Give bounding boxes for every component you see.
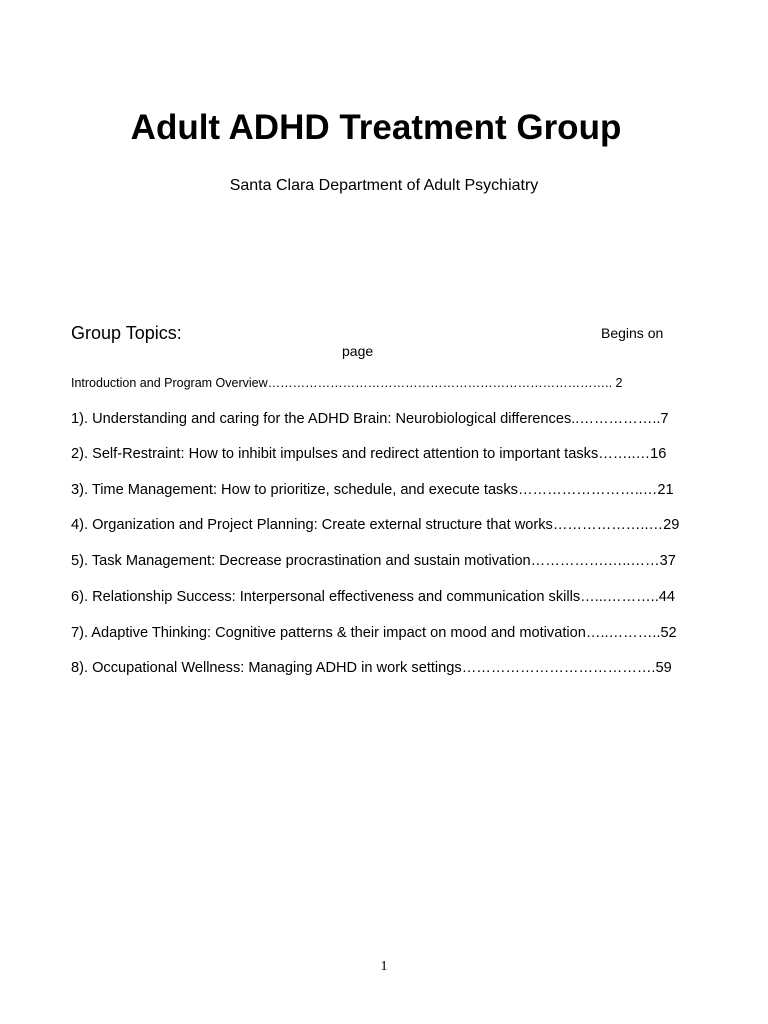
toc-entry-7: 7). Adaptive Thinking: Cognitive patterns & their impact on mood and motivation…..………..52: [71, 625, 677, 641]
toc-entry-2: 2). Self-Restraint: How to inhibit impulses and redirect attention to important tasks……..…16: [71, 446, 667, 462]
page-number: 1: [380, 959, 388, 974]
document-title: Adult ADHD Treatment Group: [130, 108, 622, 147]
page-label: page: [342, 343, 374, 359]
toc-entry-introduction: Introduction and Program Overview……………………………………………………………………….. 2: [71, 376, 623, 390]
document-subtitle: Santa Clara Department of Adult Psychiatry: [229, 177, 539, 194]
begins-on-label: Begins on: [601, 325, 664, 341]
toc-entry-6: 6). Relationship Success: Interpersonal effectiveness and communication skills…...………..44: [71, 589, 676, 605]
toc-entry-5: 5). Task Management: Decrease procrastination and sustain motivation…………….…..……37: [71, 553, 676, 569]
toc-entry-8: 8). Occupational Wellness: Managing ADHD in work settings………………………………….59: [71, 660, 672, 676]
topics-heading: Group Topics:: [71, 323, 182, 343]
toc-entry-1: 1). Understanding and caring for the ADHD Brain: Neurobiological differences..……………..7: [71, 411, 669, 427]
toc-entry-4: 4). Organization and Project Planning: Create external structure that works………………..…29: [71, 517, 680, 533]
toc-entry-3: 3). Time Management: How to prioritize, schedule, and execute tasks……………………..…21: [71, 482, 674, 498]
